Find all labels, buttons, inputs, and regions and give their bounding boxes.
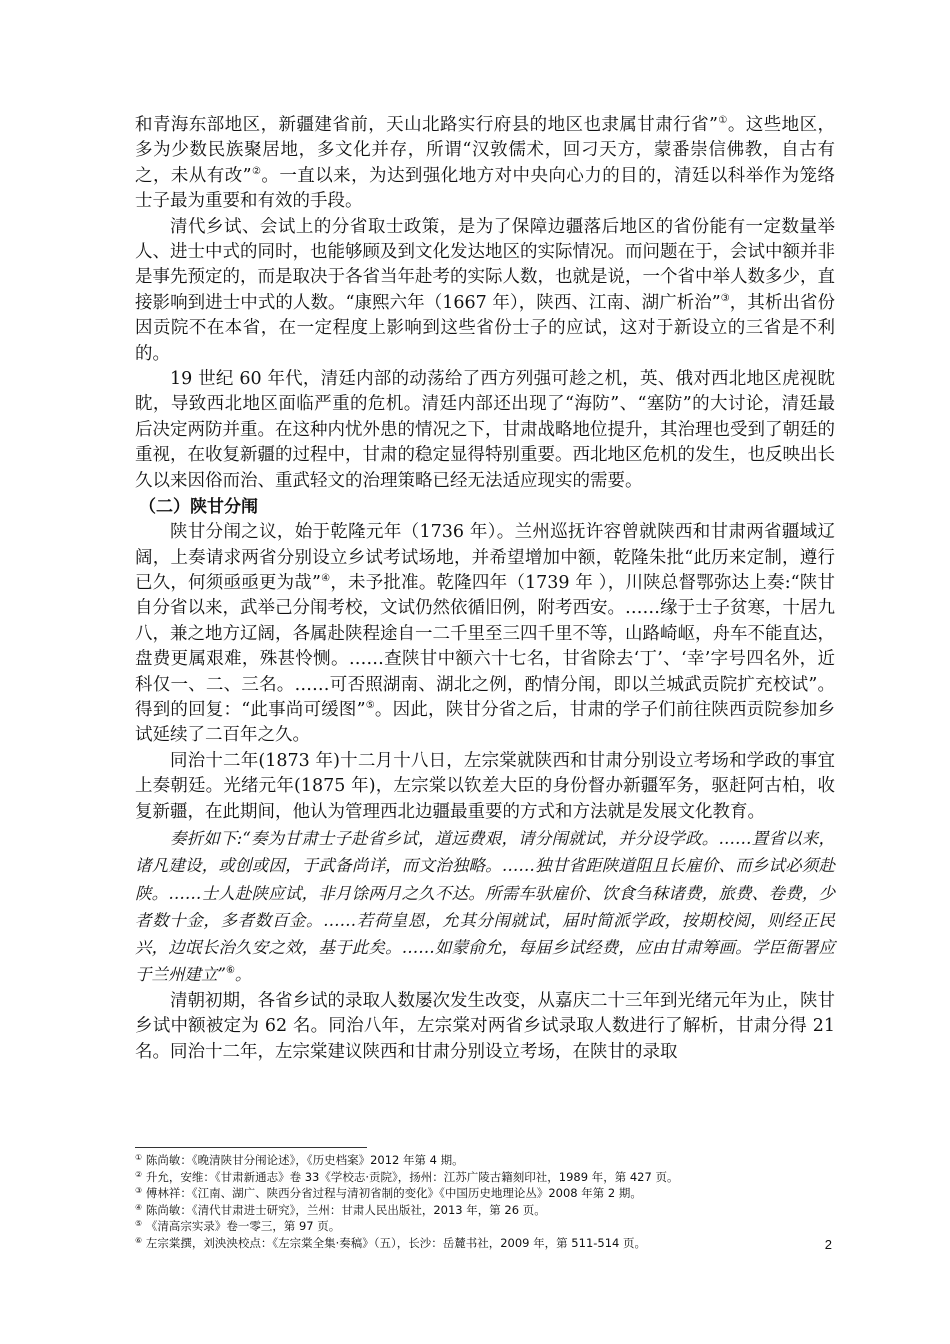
footnote-4: ④ 陈尚敏：《清代甘肃进士研究》，兰州：甘肃人民出版社，2013 年，第 26 页。 xyxy=(135,1202,546,1217)
footnote-6: ⑥ 左宗棠撰，刘泱泱校点：《左宗棠全集·奏稿》（五），长沙：岳麓书社，2009 年，第 511-514 页。 xyxy=(135,1235,647,1250)
document-body xyxy=(135,113,835,1065)
paragraph-5: 同治十二年(1873 年)十二月十八日，左宗棠就陕西和甘肃分别设立考场和学政的事宜上奏朝廷。光绪元年(1875 年)，左宗棠以钦差大臣的身份督办新疆军务，驱赶阿古柏，收复新疆，在此期间，他认为管理西北边疆最重要的方式和方法就是发展文化教育。 xyxy=(135,750,835,822)
page-number: 2 xyxy=(824,1237,832,1252)
footnote-1: ① 陈尚敏：《晚清陕甘分闱论述》，《历史档案》2012 年第 4 期。 xyxy=(135,1153,464,1167)
footnote-5: ⑤ 《清高宗实录》卷一零三，第 97 页。 xyxy=(135,1219,341,1234)
memorial-quote: 奏折如下:“奏为甘肃士子赴省乡试，道远费艰，请分闱就试，并分设学政。……置省以来，诸凡建设，或创或因，于武备尚详，而文治独略。……独甘省距陕道阻且长雇价、而乡试必须赴陕。……士人赴陕应试，非月馀两月之久不达。所需车驮雇价、饮食刍秣诸费，旅费、卷费，少者数十金，多者数百金。……若荷皇恩，允其分闱就试，届时简派学政，按期校阅，则经正民兴，边氓长治久安之效，基于此矣。……如蒙俞允，每届乡试经费，应由甘肃筹画。学臣衙署应于兰州建立”⑥。 xyxy=(135,828,835,985)
paragraph-6: 清朝初期，各省乡试的录取人数屡次发生改变，从嘉庆二十三年到光绪元年为止，陕甘乡试中额被定为 62 名。同治八年，左宗棠对两省乡试录取人数进行了解析，甘肃分得 21 名。同治十二年，左宗棠建议陕西和甘肃分别设立考场，在陕甘的录取 xyxy=(135,990,835,1062)
footnote-3: ③ 傅林祥：《江南、湖广、陕西分省过程与清初省制的变化》《中国历史地理论丛》2008 年第 2 期。 xyxy=(135,1186,642,1201)
paragraph-3: 19 世纪 60 年代，清廷内部的动荡给了西方列强可趁之机，英、俄对西北地区虎视眈眈，导致西北地区面临严重的危机。清廷内部还出现了“海防”、“塞防”的大讨论，清廷最后决定两防并重。在这种内忧外患的情况之下，甘肃战略地位提升，其治理也受到了朝廷的重视，在收复新疆的过程中，甘肃的稳定显得特别重要。西北地区危机的发生，也反映出长久以来因俗而治、重武轻文的治理策略已经无法适应现实的需要。 xyxy=(135,369,835,491)
footnote-divider xyxy=(135,1147,367,1148)
footnote-ref-1[interactable]: ① xyxy=(717,115,728,126)
footnote-ref-2[interactable]: ② xyxy=(251,165,262,177)
paragraph-4: 陕甘分闱之议，始于乾隆元年（1736 年）。兰州巡抚许容曾就陕西和甘肃两省疆域辽阔，上奏请求两省分别设立乡试考试场地，并希望增加中额，乾隆朱批“此历来定制，遵行已久，何须亟亟更为哉”④，未予批准。乾隆四年（1739 年 ），川陕总督鄂弥达上奏:“陕甘自分省以来，武举己分闱考校，文试仍然依循旧例，附考西安。……缘于士子贫寒，十居九八，兼之地方辽阔，各属赴陕程途自一二千里至三四千里不等，山路崎岖，舟车不能直达，盘费更属艰难，殊甚怜恻。……查陕甘中额六十七名，甘省除去‘丁’、‘幸’字号四名外，近科仅一、二、三名。……可否照湖南、湖北之例，酌情分闱，即以兰城武贡院扩充校试”。得到的回复：“此事尚可缓图”⑤。因此，陕甘分省之后，甘肃的学子们前往陕西贡院参加乡试延续了二百年之久。 xyxy=(135,522,835,746)
paragraph-1: 和青海东部地区，新疆建省前，天山北路实行府县的地区也隶属甘肃行省”①。这些地区，多为少数民族聚居地，多文化并存，所谓“汉敦儒术，回刁天方，蒙番崇信佛教，自古有之，未从有改”②。一直以来，为达到强化地方对中央向心力的目的，清廷以科举作为笼络士子最为重要和有效的手段。 xyxy=(135,115,836,212)
footnote-ref-3[interactable]: ③ xyxy=(720,292,730,304)
footnote-ref-6[interactable]: ⑥ xyxy=(225,965,235,977)
footnote-ref-5[interactable]: ⑤ xyxy=(365,699,375,711)
paragraph-2: 清代乡试、会试上的分省取士政策，是为了保障边疆落后地区的省份能有一定数量举人、进士中式的同时，也能够顾及到文化发达地区的实际情况。而问题在于，会试中额并非是事先预定的，而是取决于各省当年赴考的实际人数，也就是说，一个省中举人数多少，直接影响到进士中式的人数。“康熙六年（1667 年），陕西、江南、湖广析治”③，其析出省份因贡院不在本省，在一定程度上影响到这些省份士子的应试，这对于新设立的三省是不利的。 xyxy=(135,216,835,364)
section-heading: （二）陕甘分闱 xyxy=(139,497,258,518)
footnotes xyxy=(135,1152,835,1252)
footnote-2: ② 升允，安维：《甘肃新通志》卷 33《学校志·贡院》，扬州：江苏广陵古籍刻印社，1989 年，第 427 页。 xyxy=(135,1169,679,1184)
footnote-ref-4[interactable]: ④ xyxy=(320,572,331,584)
